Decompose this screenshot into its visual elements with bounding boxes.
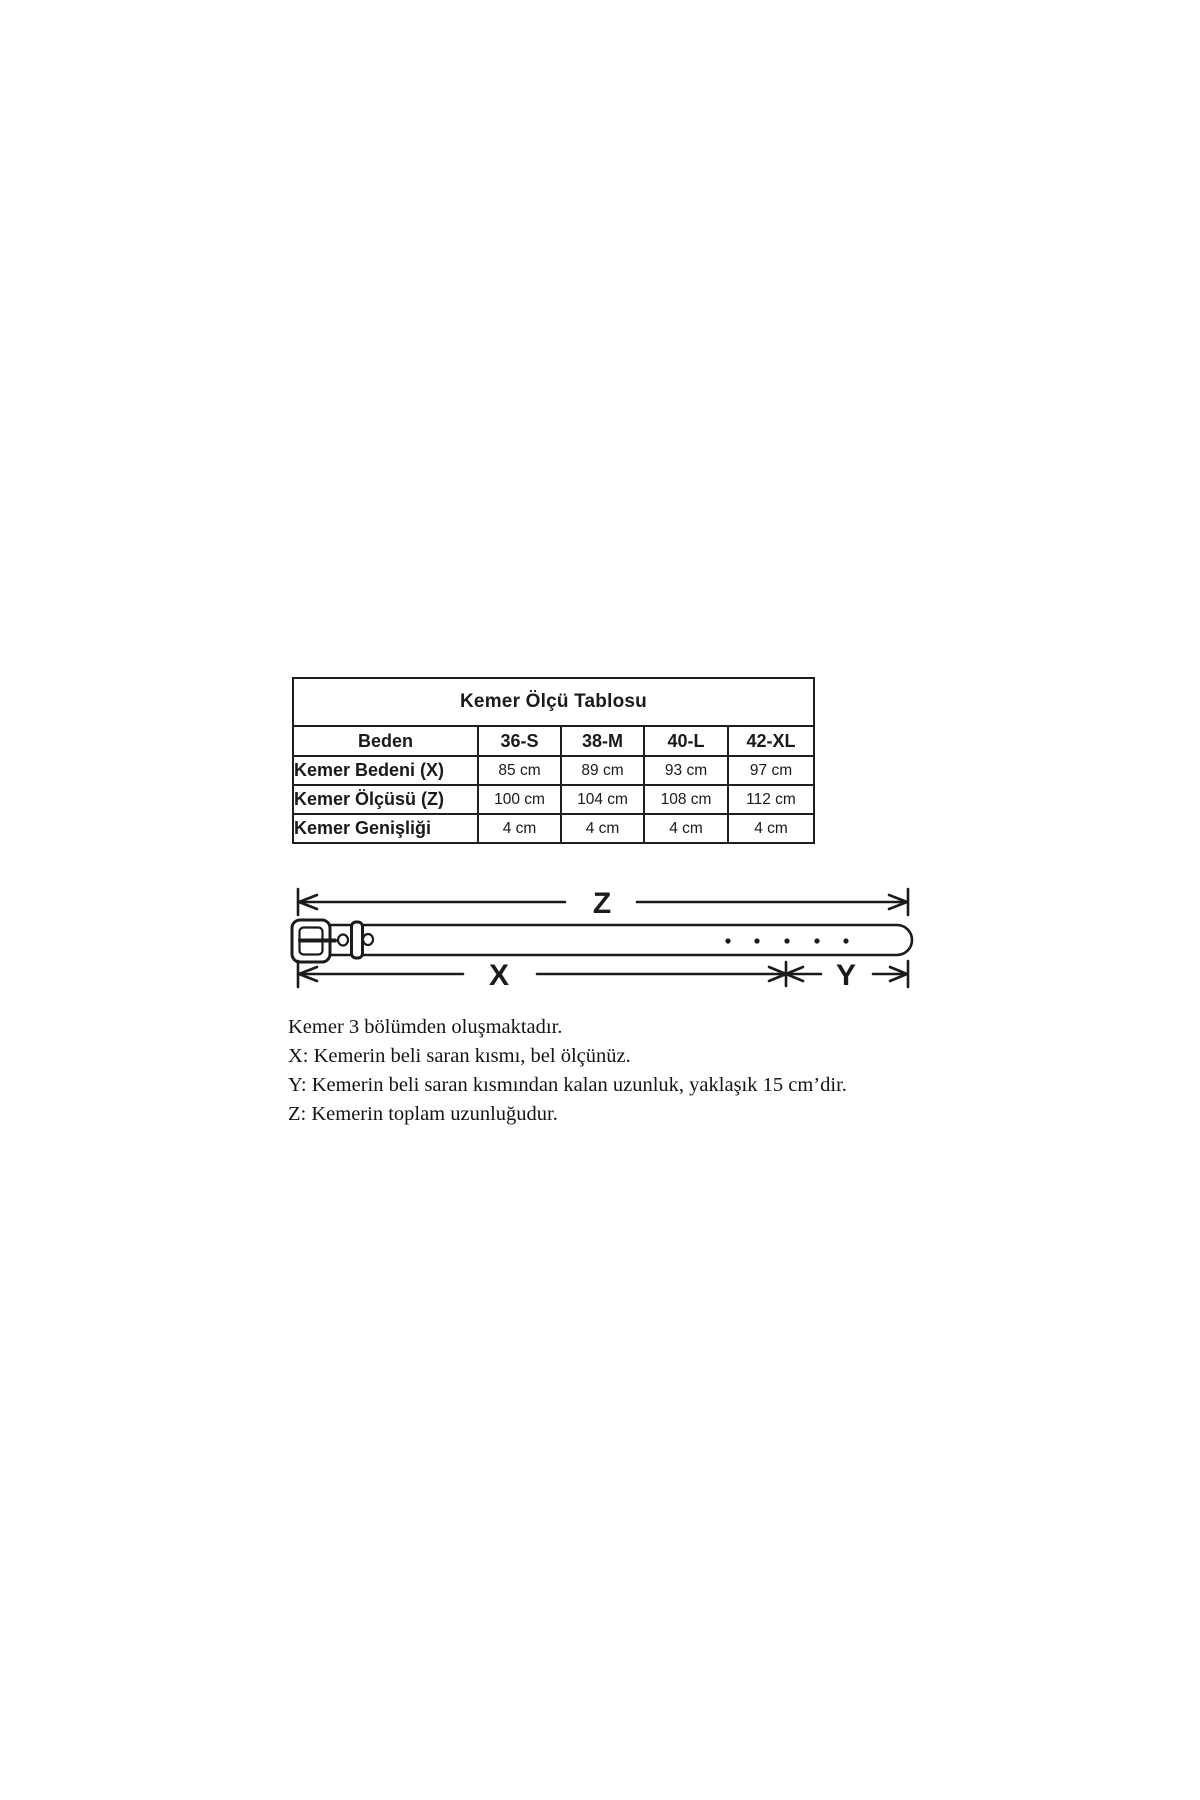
y-label: Y (835, 959, 857, 992)
x-dimension-arrow (298, 959, 803, 992)
z-label: Z (592, 887, 612, 920)
measurement-notes (288, 1013, 1108, 1129)
belt-hole-dot (814, 938, 819, 943)
size-value: 4 cm (728, 814, 814, 843)
y-dimension-arrow (786, 959, 908, 992)
x-label: X (488, 959, 510, 992)
belt-measurement-diagram (285, 880, 925, 1005)
table-row-belt-length (293, 785, 814, 814)
row-label: Kemer Ölçüsü (Z) (293, 785, 478, 814)
belt-keeper-loop (352, 922, 363, 958)
size-table (292, 677, 815, 844)
note-line-y: Y: Kemerin beli saran kısmından kalan uzunluk, yaklaşık 15 cm’dir. (288, 1074, 847, 1096)
column-header-36s: 36-S (478, 726, 561, 756)
belt-hole-dot (843, 938, 848, 943)
row-label: Kemer Bedeni (X) (293, 756, 478, 785)
size-value: 4 cm (644, 814, 728, 843)
size-value: 100 cm (478, 785, 561, 814)
size-value: 104 cm (561, 785, 644, 814)
size-value: 112 cm (728, 785, 814, 814)
size-value: 4 cm (561, 814, 644, 843)
size-value: 93 cm (644, 756, 728, 785)
column-header-beden: Beden (293, 726, 478, 756)
table-header-row (293, 726, 814, 756)
row-label: Kemer Genişliği (293, 814, 478, 843)
note-line-z: Z: Kemerin toplam uzunluğudur. (288, 1103, 558, 1125)
belt-hole-dot (784, 938, 789, 943)
belt-hole-dot (754, 938, 759, 943)
belt-illustration (292, 920, 912, 962)
size-value: 108 cm (644, 785, 728, 814)
column-header-40l: 40-L (644, 726, 728, 756)
note-line-intro: Kemer 3 bölümden oluşmaktadır. (288, 1016, 563, 1038)
size-value: 85 cm (478, 756, 561, 785)
size-value: 89 cm (561, 756, 644, 785)
size-value: 4 cm (478, 814, 561, 843)
table-row-belt-width (293, 814, 814, 843)
belt-strap (321, 925, 912, 955)
table-title: Kemer Ölçü Tablosu (293, 678, 814, 726)
z-dimension-arrow (298, 887, 908, 920)
table-title-row (293, 678, 814, 726)
belt-hole-dot (725, 938, 730, 943)
size-value: 97 cm (728, 756, 814, 785)
column-header-42xl: 42-XL (728, 726, 814, 756)
note-line-x: X: Kemerin beli saran kısmı, bel ölçünüz. (288, 1045, 631, 1067)
table-row-belt-waist (293, 756, 814, 785)
column-header-38m: 38-M (561, 726, 644, 756)
